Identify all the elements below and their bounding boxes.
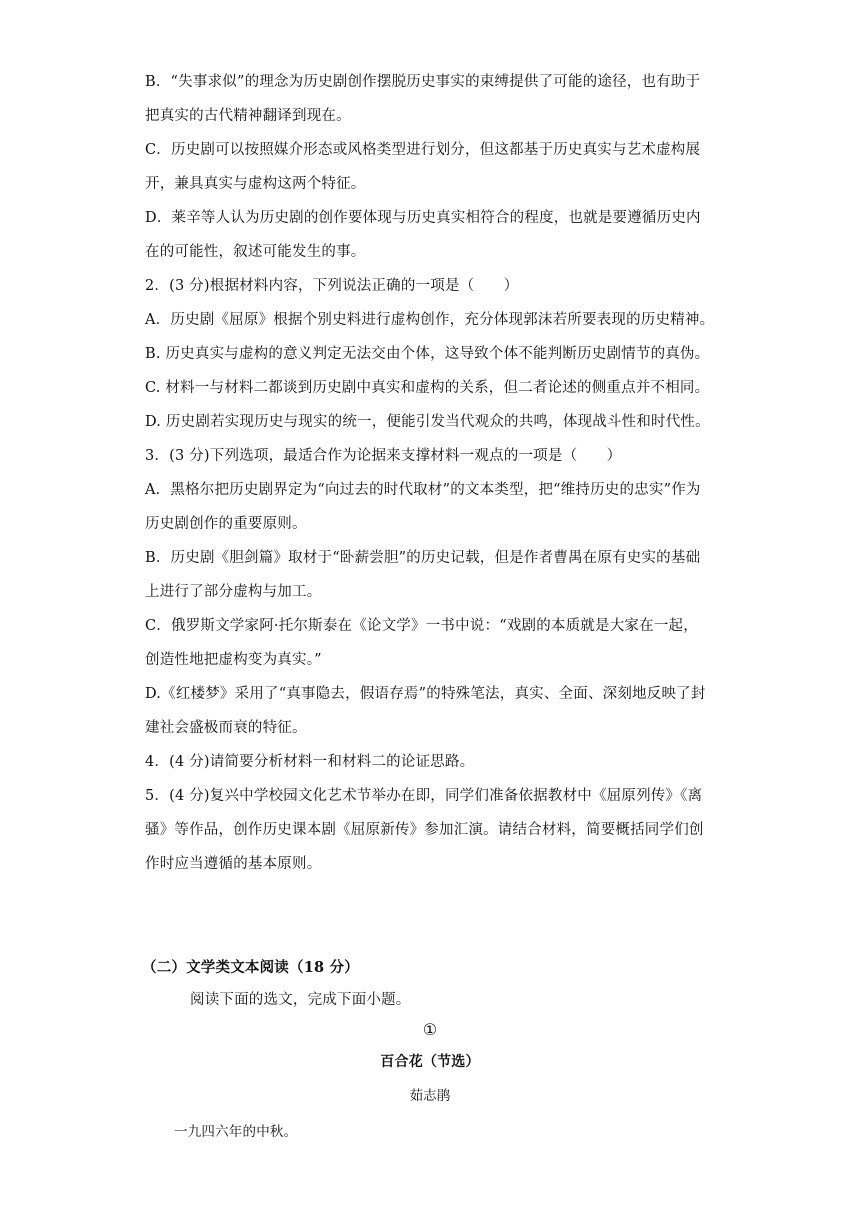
q1-option-b-line1: B．“失事求似”的理念为历史剧创作摆脱历史事实的束缚提供了可能的途径，也有助于 (145, 74, 701, 90)
q3-option-c-line2: 创造性地把虚构变为真实。” (145, 652, 322, 668)
q5-line2: 骚》等作品，创作历史课本剧《屈原新传》参加汇演。请结合材料，简要概括同学们创 (145, 822, 704, 838)
q2-option-d: D. 历史剧若实现历史与现实的统一，便能引发当代观众的共鸣，体现战斗性和时代性。 (145, 414, 710, 430)
q3-stem: 3．(3 分)下列选项，最适合作为论据来支撑材料一观点的一项是（ ） (145, 448, 622, 464)
q2-option-a: A．历史剧《屈原》根据个别史料进行虚构创作，充分体现郭沫若所要表现的历史精神。 (145, 312, 715, 328)
q2-option-c: C. 材料一与材料二都谈到历史剧中真实和虚构的关系，但二者论述的侧重点并不相同。 (145, 380, 710, 396)
q3-option-b-line1: B．历史剧《胆剑篇》取材于“卧薪尝胆”的历史记载，但是作者曹禺在原有史实的基础 (145, 550, 701, 566)
passage-author: 茹志鹃 (409, 1088, 451, 1104)
q1-option-d-line1: D．莱辛等人认为历史剧的创作要体现与历史真实相符合的程度，也就是要遵循历史内 (145, 210, 701, 226)
q5-line1: 5．(4 分)复兴中学校园文化艺术节举办在即，同学们准备依据教材中《屈原列传》《离 (145, 788, 703, 804)
q2-option-b: B. 历史真实与虚构的意义判定无法交由个体，这导致个体不能判断历史剧情节的真伪。 (145, 346, 710, 362)
q3-option-d-line2: 建社会盛极而衰的特征。 (145, 720, 307, 736)
passage-title: 百合花（节选） (380, 1054, 480, 1070)
q4-stem: 4．(4 分)请简要分析材料一和材料二的论证思路。 (145, 754, 475, 770)
q1-option-d-line2: 在的可能性，叙述可能发生的事。 (145, 244, 366, 260)
section-heading: （二）文学类文本阅读（18 分） (142, 959, 359, 976)
q1-option-c-line1: C．历史剧可以按照媒介形态或风格类型进行划分，但这都基于历史真实与艺术虚构展 (145, 142, 701, 158)
passage-first-line: 一九四六年的中秋。 (174, 1124, 298, 1140)
passage-number: ① (422, 1020, 438, 1039)
q3-option-a-line2: 历史剧创作的重要原则。 (145, 516, 307, 532)
q1-option-c-line2: 开，兼具真实与虚构这两个特征。 (145, 176, 366, 192)
q3-option-a-line1: A．黑格尔把历史剧界定为“向过去的时代取材”的文本类型，把“维持历史的忠实”作为 (145, 482, 701, 498)
q1-option-b-line2: 把真实的古代精神翻译到现在。 (145, 108, 351, 124)
q3-option-b-line2: 上进行了部分虚构与加工。 (145, 584, 322, 600)
q3-option-c-line1: C．俄罗斯文学家阿·托尔斯泰在《论文学》一书中说：“戏剧的本质就是大家在一起， (145, 618, 698, 634)
q3-option-d-line1: D.《红楼梦》采用了“真事隐去，假语存焉”的特殊笔法，真实、全面、深刻地反映了封 (145, 686, 706, 702)
q5-line3: 作时应当遵循的基本原则。 (145, 856, 322, 872)
section-instruction: 阅读下面的选文，完成下面小题。 (190, 992, 411, 1008)
q2-stem: 2．(3 分)根据材料内容，下列说法正确的一项是（ ） (145, 278, 519, 294)
